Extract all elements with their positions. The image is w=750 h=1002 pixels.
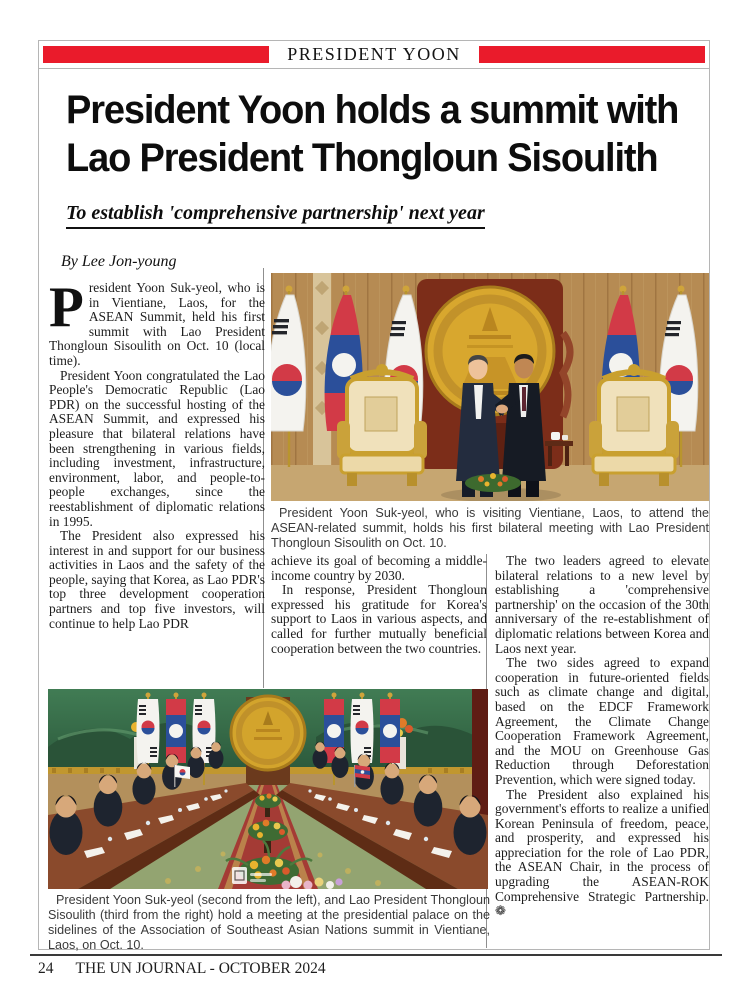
drop-cap: P <box>49 281 84 339</box>
photo-1-handshake <box>271 273 709 501</box>
kicker-bar-left <box>43 46 269 63</box>
article-column-2 <box>271 554 487 686</box>
body-paragraph: The President also explained his government's efforts to realize a unified Korean Peninsula of freedom, peace, and prosperity, and expressed his appreciation for the role of Lao PDR, the ASEAN Chair, in the process of upgrading the ASEAN-ROK Comprehensive Strategic Partnership. ❁ <box>495 786 709 920</box>
end-of-article-mark: ❁ <box>495 904 506 920</box>
article-frame <box>38 40 710 950</box>
subhead: To establish 'comprehensive partnership' next year <box>66 202 485 229</box>
article-column-1 <box>49 281 265 687</box>
body-paragraph: The President also expressed his interest in and support for our business activities in Laos and the safety of the people, saying that Korea, as Lao PDR's top three development cooperation partners and top five investors, will continue to help Lao PDR <box>49 528 265 631</box>
body-paragraph: President Yoon congratulated the Lao People's Democratic Republic (Lao PDR) on the successful hosting of the ASEAN Summit, and expressed his pleasure that bilateral relations have been strengthening in various fields, including investment, infrastructure, environment, labor, and people-to-people exchanges, since the reestablishment of diplomatic relations in 1995. <box>49 367 265 529</box>
kicker-bar-right <box>479 46 705 63</box>
armchair-left <box>337 364 427 486</box>
photo-1-caption: President Yoon Suk-yeol, who is visiting Vientiane, Laos, to attend the ASEAN-related summit, holds his first bilateral meeting with Lao President Thongloun Sisoulith on Oct. 10. <box>271 506 709 550</box>
body-paragraph: President Yoon Suk-yeol, who is in Vientiane, Laos, for the ASEAN Summit, held his first summit with Lao President Thongloun Sisoulith on Oct. 10 (local time). <box>49 281 265 368</box>
body-paragraph: The two sides agreed to expand cooperation in future-oriented fields such as climate change and digital, based on the EDCF Framework Agreement, the Climate Change Cooperation Framework Agreement, and the MOU on Greenhouse Gas Reduction through Deforestation Prevention, which were signed today. <box>495 655 709 787</box>
armchair-right <box>589 364 679 486</box>
photo-2-caption: President Yoon Suk-yeol (second from the left), and Lao President Thongloun Sisoulith (third from the right) hold a meeting at the presidential palace on the sidelines of the Association of Southeast Asian Nations summit in Vientiane, Laos, on Oct. 10. <box>48 893 490 952</box>
body-paragraph: achieve its goal of becoming a middle-income country by 2030. <box>271 554 487 583</box>
page-number: 24 <box>38 960 54 977</box>
article-column-3 <box>495 554 709 948</box>
body-paragraph: In response, President Thongloun expressed his gratitude for Korea's support to Laos in various aspects, and called for further mutually beneficial cooperation between the two countries. <box>271 582 487 656</box>
footer-rule <box>30 954 722 956</box>
article-body <box>39 70 709 950</box>
headline: President Yoon holds a summit with Lao President Thongloun Sisoulith <box>66 88 679 180</box>
kicker-strip <box>39 41 709 69</box>
handshake <box>496 405 508 414</box>
footer <box>38 960 326 978</box>
journal-title: THE UN JOURNAL - OCTOBER 2024 <box>75 960 326 977</box>
photo-2-meeting <box>48 689 488 889</box>
kicker-label: PRESIDENT YOON <box>287 44 461 64</box>
byline: By Lee Jon-young <box>61 253 177 270</box>
body-paragraph: The two leaders agreed to elevate bilateral relations to a new level by establishing a 'comprehensive partnership' on the occasion of the 30th anniversary of the re-establishment of diplomatic relations between Korea and Laos next year. <box>495 554 709 656</box>
